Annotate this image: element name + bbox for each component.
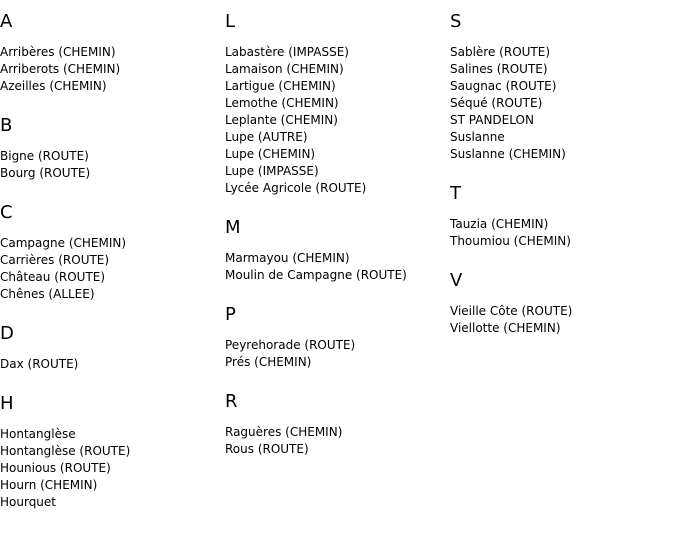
letter-group-l xyxy=(225,8,445,197)
street-item: Labastère (IMPASSE) xyxy=(225,45,349,59)
street-item: ST PANDELON xyxy=(450,113,534,127)
street-item: Hontanglèse (ROUTE) xyxy=(0,444,131,458)
street-item: Séqué (ROUTE) xyxy=(450,96,543,110)
street-list xyxy=(225,250,445,284)
letter-heading: V xyxy=(450,270,463,291)
street-item: Salines (ROUTE) xyxy=(450,62,548,76)
street-item: Peyrehorade (ROUTE) xyxy=(225,338,356,352)
letter-heading: R xyxy=(225,391,238,412)
street-item: Raguères (CHEMIN) xyxy=(225,425,343,439)
street-list xyxy=(225,337,445,371)
street-list xyxy=(450,44,670,163)
street-index-column-2 xyxy=(225,8,445,475)
street-item: Chênes (ALLEE) xyxy=(0,287,95,301)
street-list xyxy=(0,426,220,511)
street-item: Château (ROUTE) xyxy=(0,270,106,284)
letter-group-r xyxy=(225,388,445,458)
street-item: Arribères (CHEMIN) xyxy=(0,45,116,59)
letter-heading: M xyxy=(225,217,241,238)
letter-group-c xyxy=(0,199,220,303)
letter-group-d xyxy=(0,320,220,373)
letter-heading: P xyxy=(225,304,236,325)
street-item: Marmayou (CHEMIN) xyxy=(225,251,350,265)
letter-group-h xyxy=(0,390,220,511)
street-item: Lamaison (CHEMIN) xyxy=(225,62,344,76)
street-item: Lupe (AUTRE) xyxy=(225,130,308,144)
letter-heading: D xyxy=(0,323,14,344)
street-item: Thoumiou (CHEMIN) xyxy=(450,234,571,248)
street-list xyxy=(0,356,220,373)
letter-heading: B xyxy=(0,115,13,136)
street-item: Lupe (IMPASSE) xyxy=(225,164,319,178)
street-list xyxy=(0,235,220,303)
letter-heading: S xyxy=(450,11,462,32)
letter-group-b xyxy=(0,112,220,182)
street-item: Lycée Agricole (ROUTE) xyxy=(225,181,367,195)
letter-group-t xyxy=(450,180,670,250)
street-item: Sablère (ROUTE) xyxy=(450,45,551,59)
street-item: Hourn (CHEMIN) xyxy=(0,478,98,492)
letter-heading: A xyxy=(0,11,13,32)
street-item: Rous (ROUTE) xyxy=(225,442,309,456)
street-item: Suslanne (CHEMIN) xyxy=(450,147,566,161)
street-list xyxy=(0,148,220,182)
street-item: Dax (ROUTE) xyxy=(0,357,79,371)
street-item: Lupe (CHEMIN) xyxy=(225,147,316,161)
letter-heading: T xyxy=(450,183,461,204)
street-list xyxy=(450,216,670,250)
street-item: Bourg (ROUTE) xyxy=(0,166,91,180)
street-item: Hourquet xyxy=(0,495,57,509)
letter-heading: H xyxy=(0,393,14,414)
street-item: Carrières (ROUTE) xyxy=(0,253,110,267)
letter-heading: L xyxy=(225,11,236,32)
street-item: Tauzia (CHEMIN) xyxy=(450,217,549,231)
letter-group-v xyxy=(450,267,670,337)
street-item: Suslanne xyxy=(450,130,505,144)
street-item: Saugnac (ROUTE) xyxy=(450,79,557,93)
letter-group-p xyxy=(225,301,445,371)
street-item: Arriberots (CHEMIN) xyxy=(0,62,121,76)
street-list xyxy=(225,424,445,458)
street-item: Hontanglèse xyxy=(0,427,76,441)
street-index-column-3 xyxy=(450,8,670,354)
street-item: Viellotte (CHEMIN) xyxy=(450,321,561,335)
letter-group-m xyxy=(225,214,445,284)
letter-group-a xyxy=(0,8,220,95)
street-index-column-1 xyxy=(0,8,220,528)
letter-group-s xyxy=(450,8,670,163)
street-item: Vieille Côte (ROUTE) xyxy=(450,304,573,318)
letter-heading: C xyxy=(0,202,13,223)
street-item: Hounious (ROUTE) xyxy=(0,461,111,475)
street-item: Lemothe (CHEMIN) xyxy=(225,96,339,110)
street-list xyxy=(225,44,445,197)
street-item: Campagne (CHEMIN) xyxy=(0,236,127,250)
street-item: Leplante (CHEMIN) xyxy=(225,113,338,127)
street-item: Moulin de Campagne (ROUTE) xyxy=(225,268,407,282)
street-item: Azeilles (CHEMIN) xyxy=(0,79,107,93)
street-item: Lartigue (CHEMIN) xyxy=(225,79,336,93)
street-list xyxy=(0,44,220,95)
street-item: Prés (CHEMIN) xyxy=(225,355,312,369)
street-list xyxy=(450,303,670,337)
street-item: Bigne (ROUTE) xyxy=(0,149,89,163)
